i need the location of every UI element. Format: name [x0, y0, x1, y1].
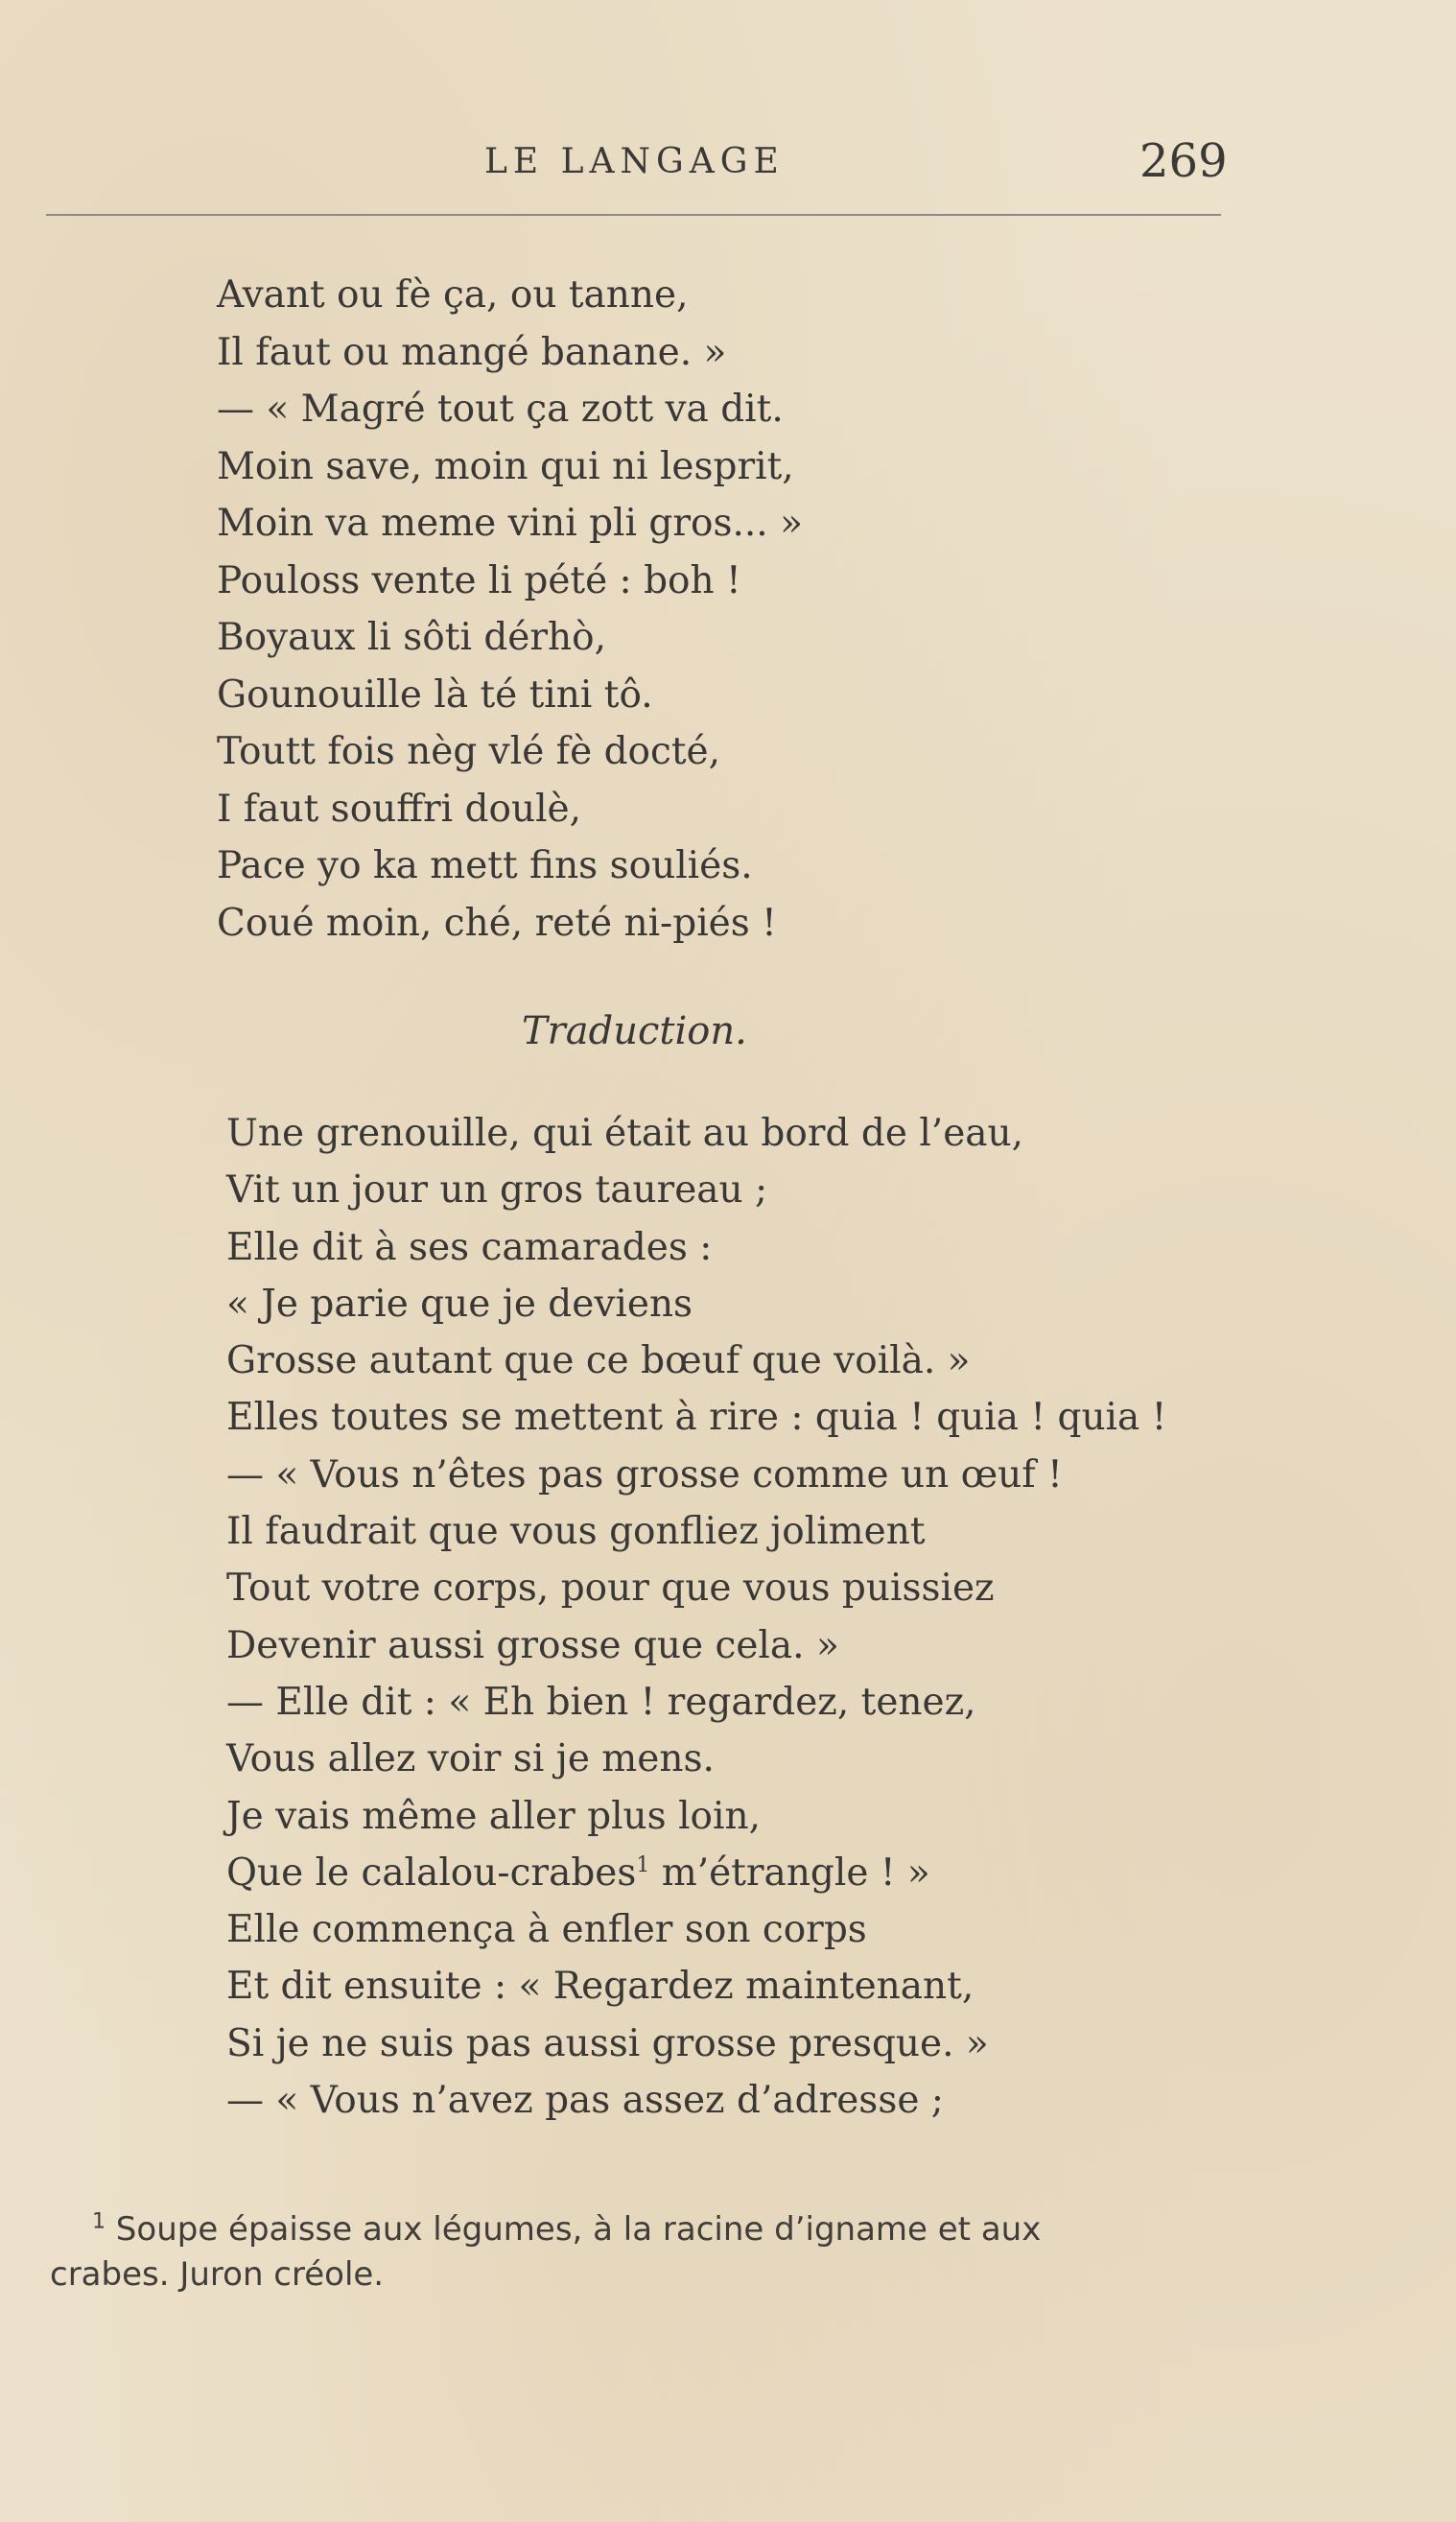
verse-line: Moin save, moin qui ni lesprit, — [217, 444, 794, 488]
translation-line: Elles toutes se mettent à rire : quia ! quia ! quia ! — [226, 1396, 1167, 1440]
verse-line: Coué moin, ché, reté ni-piés ! — [217, 901, 777, 945]
translation-line-with-note — [226, 1845, 1166, 1901]
footnote-line — [50, 2207, 1249, 2252]
verse-line: I faut souffri doulè, — [217, 787, 582, 831]
line-text: Que le calalou-crabes — [226, 1850, 637, 1895]
translation-line: — Elle dit : « Eh bien ! regardez, tenez, — [226, 1680, 976, 1724]
footnote-line: crabes. Juron créole. — [50, 2255, 385, 2294]
footnote-text: Soupe épaisse aux légumes, à la racine d’igname et aux — [106, 2210, 1042, 2249]
translation-line: Vit un jour un gros taureau ; — [226, 1168, 768, 1213]
verse-line: Toutt fois nèg vlé fè docté, — [217, 730, 721, 773]
verse-line: Moin va meme vini pli gros... » — [217, 502, 803, 545]
verse-line: Il faut ou mangé banane. » — [217, 330, 727, 374]
footnote — [50, 2207, 1249, 2298]
translation-line: Devenir aussi grosse que cela. » — [226, 1623, 839, 1667]
line-text: m’étrangle ! » — [649, 1850, 930, 1895]
translation-line: Elle dit à ses camarades : — [226, 1225, 713, 1269]
page-number: 269 — [1139, 134, 1228, 188]
verse-line: Boyaux li sôti dérhò, — [217, 616, 606, 659]
translation-line: Grosse autant que ce bœuf que voilà. » — [226, 1339, 971, 1383]
header-rule — [46, 214, 1221, 216]
footnote-reference: 1 — [636, 1852, 650, 1877]
translation-line: « Je parie que je deviens — [226, 1282, 693, 1326]
translation-verse — [226, 1105, 1166, 2129]
translation-line: Vous allez voir si je mens. — [226, 1737, 715, 1781]
translation-line: — « Vous n’êtes pas grosse comme un œuf ! — [226, 1452, 1063, 1497]
verse-line: Avant ou fè ça, ou tanne, — [217, 273, 689, 317]
translation-line: Je vais même aller plus loin, — [226, 1794, 762, 1838]
translation-line: Une grenouille, qui était au bord de l’eau, — [226, 1112, 1024, 1155]
footnote-marker: 1 — [92, 2209, 106, 2234]
verse-line: — « Magré tout ça zott va dit. — [217, 388, 784, 431]
translation-line: Il faudrait que vous gonfliez joliment — [226, 1510, 926, 1554]
creole-verse — [217, 267, 803, 952]
translation-line: Elle commença à enfler son corps — [226, 1908, 867, 1952]
verse-line: Pouloss vente li pété : boh ! — [217, 558, 741, 602]
running-head: LE LANGAGE — [484, 142, 785, 181]
translation-line: Tout votre corps, pour que vous puissiez — [226, 1567, 995, 1611]
translation-line: Et dit ensuite : « Regardez maintenant, — [226, 1965, 975, 2009]
verse-line: Gounouille là té tini tô. — [217, 672, 653, 717]
translation-line: Si je ne suis pas aussi grosse presque. » — [226, 2021, 989, 2065]
verse-line: Pace yo ka mett fins souliés. — [217, 844, 753, 887]
translation-line: — « Vous n’avez pas assez d’adresse ; — [226, 2079, 944, 2123]
translation-heading: Traduction. — [522, 1009, 747, 1053]
